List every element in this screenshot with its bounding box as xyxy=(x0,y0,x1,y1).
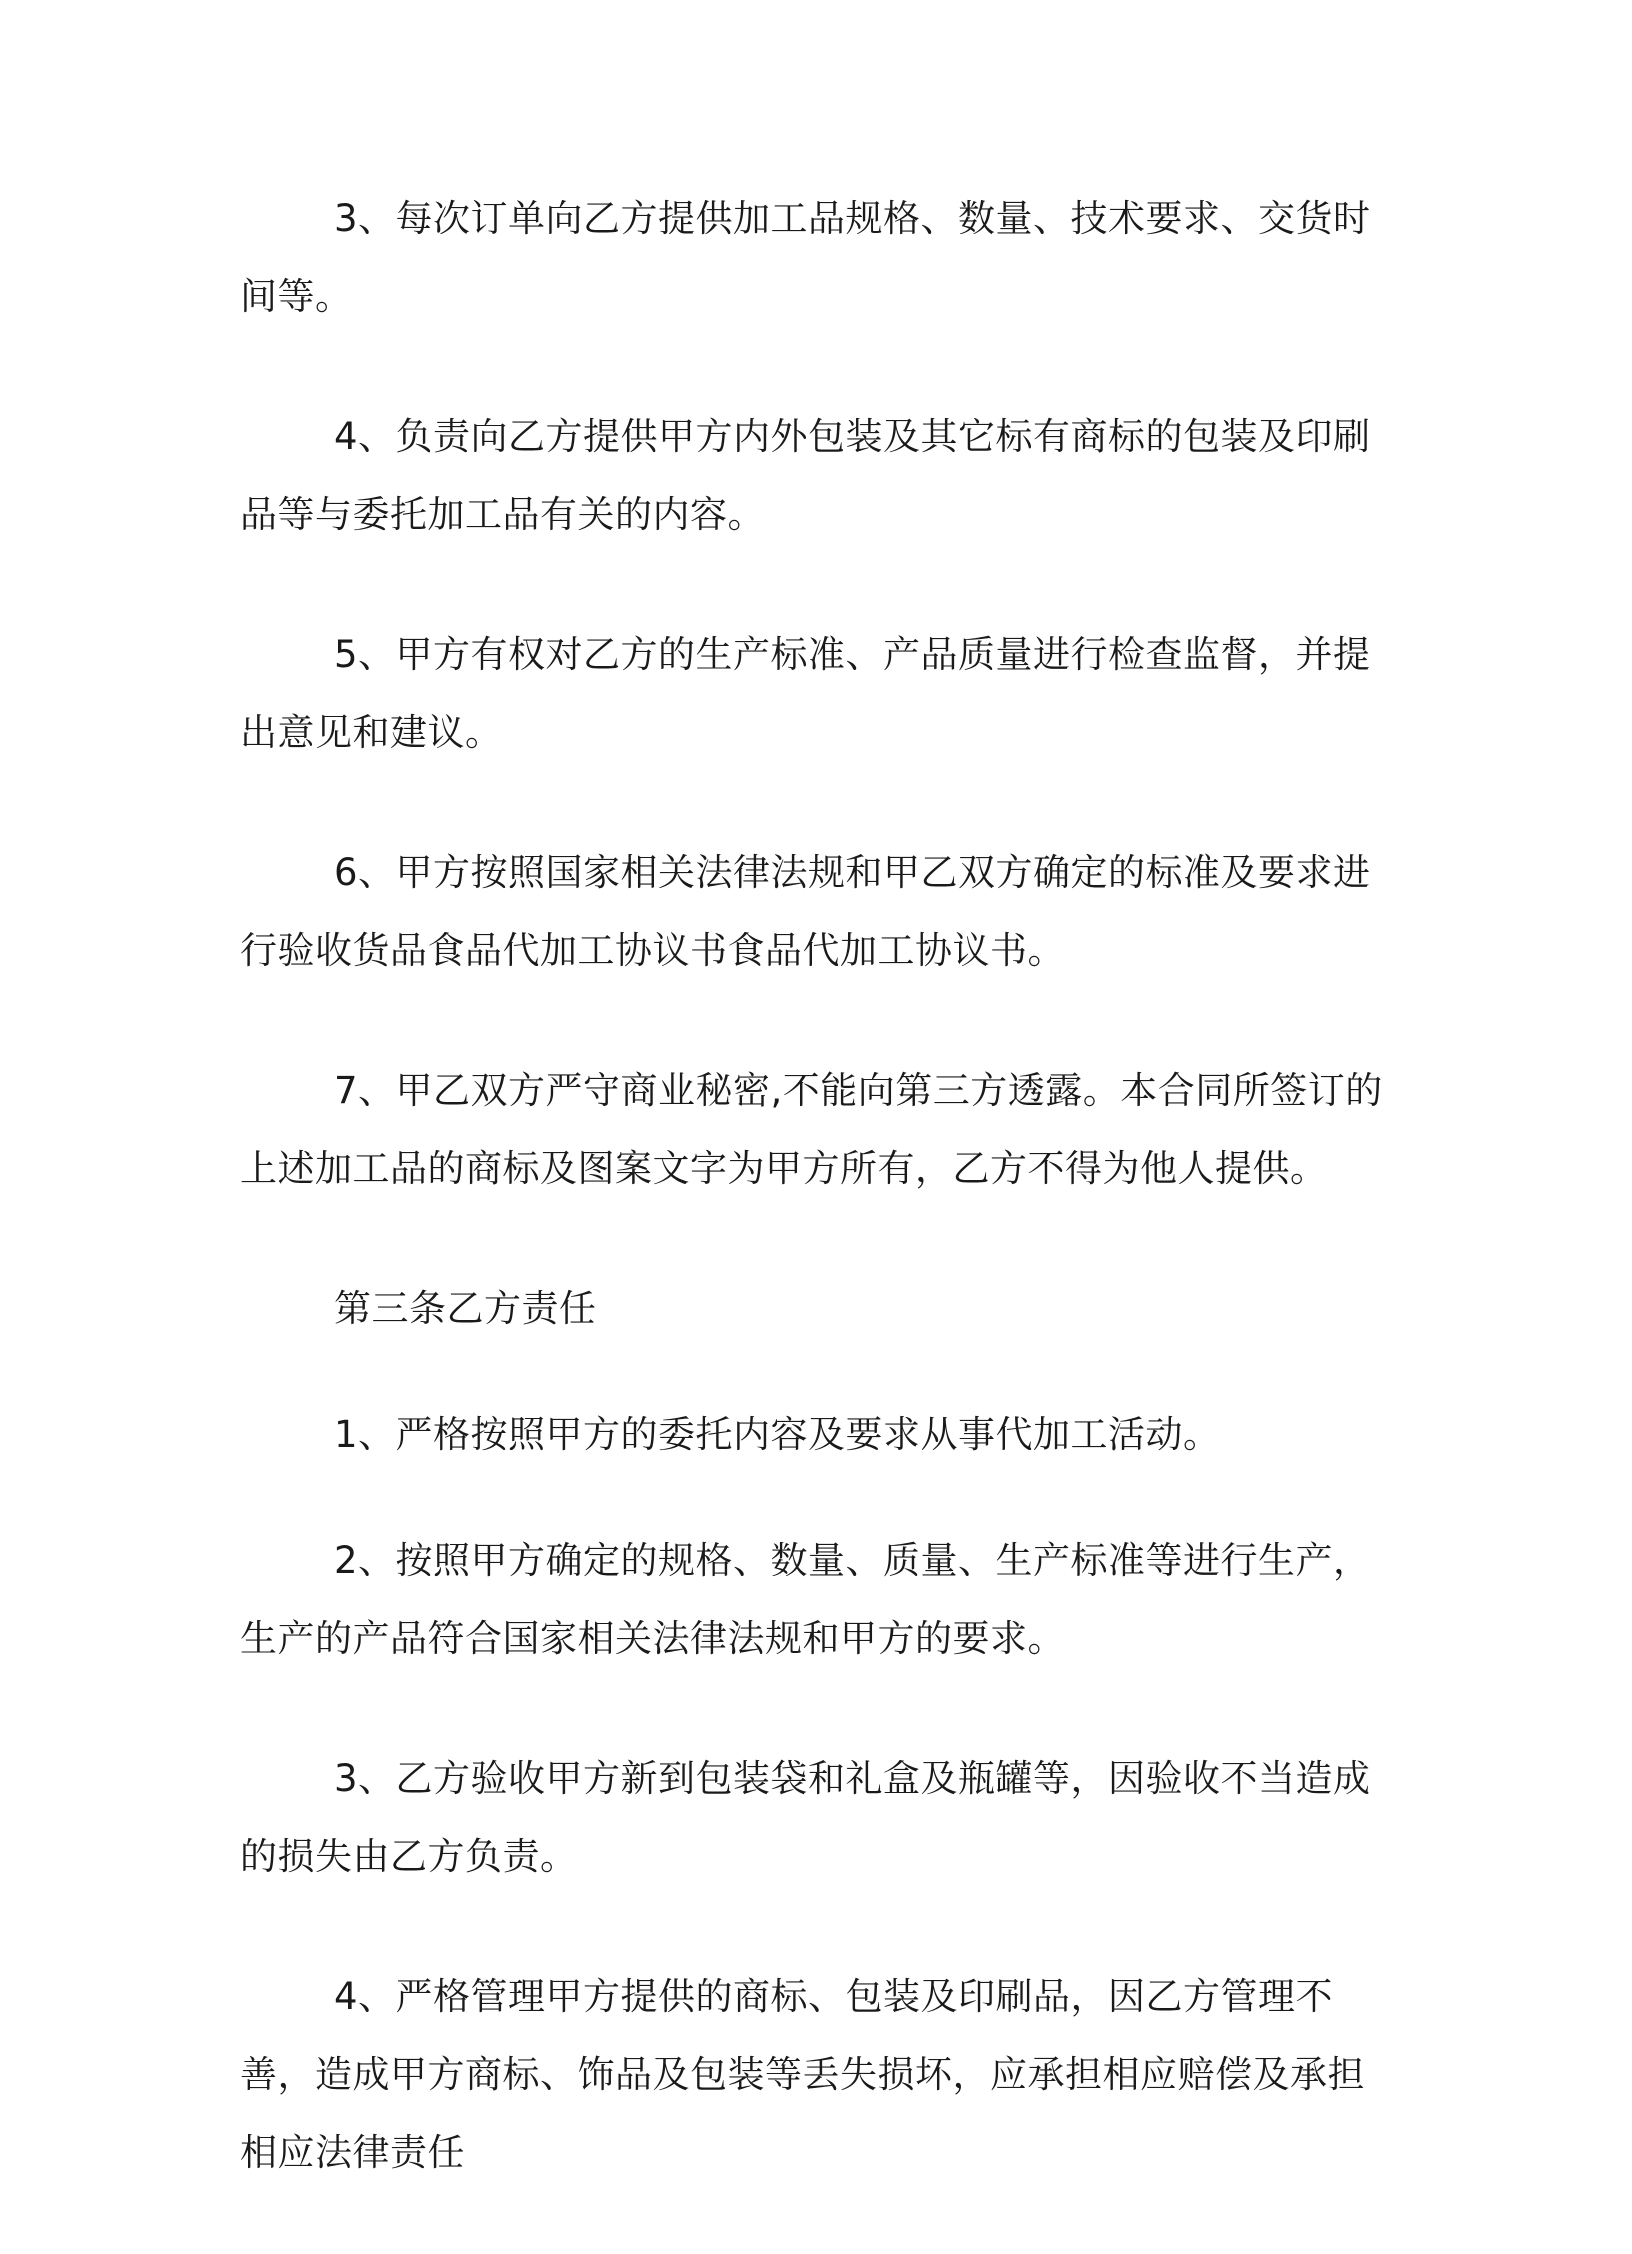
clause-a-4: 4、负责向乙方提供甲方内外包装及其它标有商标的包装及印刷品等与委托加工品有关的内容。 xyxy=(240,415,1371,536)
clause-b-3: 3、乙方验收甲方新到包装袋和礼盒及瓶罐等，因验收不当造成的损失由乙方负责。 xyxy=(240,1757,1371,1878)
clause-b-1: 1、严格按照甲方的委托内容及要求从事代加工活动。 xyxy=(334,1413,1221,1456)
clause-a-5: 5、甲方有权对乙方的生产标准、产品质量进行检查监督，并提出意见和建议。 xyxy=(240,633,1371,754)
clause-a-6: 6、甲方按照国家相关法律法规和甲乙双方确定的标准及要求进行验收货品食品代加工协议书食品代加工协议书。 xyxy=(240,851,1371,972)
clause-a-3: 3、每次订单向乙方提供加工品规格、数量、技术要求、交货时间等。 xyxy=(240,197,1371,318)
clause-b-2: 2、按照甲方确定的规格、数量、质量、生产标准等进行生产，生产的产品符合国家相关法律法规和甲方的要求。 xyxy=(240,1539,1371,1660)
clause-a-7: 7、甲乙双方严守商业秘密,不能向第三方透露。本合同所签订的上述加工品的商标及图案文字为甲方所有，乙方不得为他人提供。 xyxy=(240,1069,1383,1190)
document-page xyxy=(240,180,1400,2254)
clause-b-4: 4、严格管理甲方提供的商标、包装及印刷品，因乙方管理不善，造成甲方商标、饰品及包装等丢失损坏，应承担相应赔偿及承担相应法律责任 xyxy=(240,1975,1365,2174)
section-heading: 第三条乙方责任 xyxy=(334,1287,597,1330)
